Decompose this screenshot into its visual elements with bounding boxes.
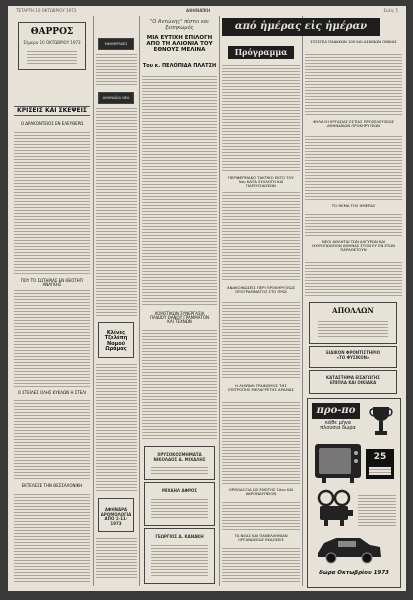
page-number: Σελίς 5	[383, 8, 398, 13]
program-text	[222, 63, 300, 171]
paper-name: ΑΘΗΝΑΪΚΗ	[186, 8, 211, 13]
tharros-box	[18, 22, 86, 70]
column-3	[142, 16, 217, 585]
article-heading: Ο ΣΤΕΙΛΕΣ ΟΛΗΣ ΚΥΚΛΩΝ Η ΣΤΕΛΙ	[17, 390, 87, 395]
article-text	[14, 288, 90, 388]
article-heading: ΟΡΘΟΔΟΞΙΑ ΩΣ ΕΝΟΤΗΣ 10ου ΚΑΙ ΑΚΡΟΝΑΥΠΕΙΟΝ	[228, 487, 294, 496]
article-heading: ΑΝΑΚΟΙΝΩΣΕΙΣ ΠΕΡΙ ΠΡΟΚΗΡΥΞΕΩΣ ΠΡΟΓΡΑΜΜΑΤΟΣ ΣΤΟ ΠΡΩΪ	[227, 285, 295, 294]
article-heading: ΦΥΛΑΞΗ ΕΡΓΑΣΙΑΣ ΕΣΤΙΑΣ ΠΡΟΣΕΛΕΥΣΕΩΣ ΑΘΗΝΑΪΚΩΝ ΠΡΟΚΗΡΥΞΕΩΝ	[313, 119, 394, 128]
listing-text	[96, 536, 137, 580]
prize-count: 25	[373, 452, 387, 462]
column-1	[14, 16, 90, 585]
epipla-ad: ΚΑΤΑΣΤΗΜΑ ΕΙΣΑΓΩΓΗΣ ΕΠΙΠΛΑ ΚΑΙ ΟΙΚΙΑΚΑ	[309, 370, 397, 394]
apollon-ad	[309, 302, 397, 344]
running-header	[16, 8, 398, 14]
date-line: ΤΕΤΑΡΤΗ 10 ΟΚΤΩΒΡΙΟΥ 1973	[16, 8, 77, 13]
column-rule	[219, 16, 220, 586]
article-heading: ΝΕΟΙ ΑΘΛΗΤΑΙ ΤΩΝ ΑΛΓΥΡΩΝ ΚΑΙ ΙΧΘΥΟΠΩΛΕΙΟΝ ΑΘΗΝΑΣ ΣΤΟΝ ΕΥ ΕΝ ΕΤΩΝ ΠΑΡΑΘΕΤΟΥΝ	[312, 239, 395, 252]
article-heading: ΠΕΡΙΦΕΡΕΙΑΚΟ ΤΑΚΤΙΚΟ ΕΚΤΟ ΤΟΥ 5ου ΚΑΤΑ ΣΥΛΛΟΓΗ ΚΑΙ ΠΑΡΟΥΣΙΑΣΕΩΝ	[228, 175, 294, 188]
article-heading: ΣΥΣΣΙΤΙΑ ΠΑΙΔΙΚΩΝ 100 ΚΑΙ ΑΣΚΙΝΩΝ ΟΝΙΚΑΣ	[310, 39, 397, 44]
propo-subtitle: κάθε μήνα πλούσια δώρα	[320, 420, 356, 432]
main-headline: ΜΙΑ ΕΥΤΙΧΗ ΕΠΙΛΟΓΗ ΑΠΟ ΤΗ ΑΛΙΟΝΙΑ ΤΟΥ ΕΘΝΟΥΣ ΜΕΛΙΝΑ	[146, 35, 213, 53]
article-text	[142, 328, 217, 440]
propo-title: προ-πο	[312, 403, 360, 419]
byline: Του κ. ΠΕΛΟΠΙΔΑ ΠΛΑΤΣΗ	[142, 63, 217, 69]
column-2	[96, 16, 137, 585]
article-text	[222, 500, 300, 530]
newspaper-page	[8, 6, 406, 591]
column-rule	[139, 16, 140, 586]
television-icon	[314, 443, 362, 483]
article-heading: ΤΑ ΝΕΑΣ ΚΑΙ ΠΑΝΕΛΛΗΝΙΑΝ ΟΡΓΑΝΩΣΕΩΣ ΕΚΔΟΣΕΙΣ	[234, 533, 288, 542]
apollon-title: ΑΠΟΛΛΩΝ	[332, 306, 374, 315]
prize-text	[358, 493, 396, 527]
article-text	[305, 52, 402, 116]
listing-text	[96, 362, 137, 492]
article-text	[142, 74, 217, 306]
afros-ad: ΜΙΧΑΗΛ ΑΦΡΟΣ	[144, 482, 215, 526]
propo-footer: δώρα Οκτωβρίου 1973	[319, 570, 389, 576]
article-heading: ΤΟ ΘΕΜΑ ΤΗΣ ΗΜΕΡΑΣ	[331, 203, 376, 208]
box-heading: ΕΦΗΜΕΡΙΔΕΣ	[98, 38, 134, 50]
car-icon	[314, 533, 384, 565]
article-text	[222, 546, 300, 582]
column-rule	[302, 16, 303, 586]
column-rule	[93, 16, 94, 586]
trophy-icon	[370, 405, 392, 439]
article-text	[222, 300, 300, 380]
prize-badge	[366, 449, 394, 479]
article-text	[222, 190, 300, 282]
dromologia-box: ΑΦΗΝΑΡΑ ΔΡΟΜΟΛΟΓΙΑ ΑΠΟ 1-11-1973	[98, 498, 134, 532]
section-heading: ΚΡΙΣΕΙΣ ΚΑΙ ΣΚΕΨΕΙΣ	[14, 106, 90, 116]
article-text	[222, 400, 300, 484]
tharros-text	[27, 49, 77, 65]
listing-text	[96, 52, 137, 86]
article-heading: ΠΟΥ ΤΟ ΣΩΤΗΡΙΑΣ ΕΝ ΘΕΟΤΗΤΙ ΑΝΑΓΚΗΣ	[20, 278, 84, 288]
programma-banner: Πρόγραμμα	[228, 46, 294, 59]
projector-icon	[314, 489, 354, 529]
propo-ad	[307, 398, 401, 588]
article-text	[305, 260, 402, 298]
jewel-ad: ΧΡΥΣΟΚΟΣΜΗΜΑΤΑ ΝΙΚΟΛΑΟΣ Α. ΜΙΧΑΛΗΣ	[144, 446, 215, 480]
box-heading: ΑΘΗΝΑΪΚΑ ΝΕΑ	[98, 92, 134, 104]
day-to-day-banner: από ἡμέρας εἰς ἡμέραν	[222, 18, 380, 36]
article-text	[305, 134, 402, 200]
tharros-title: ΘΑΡΡΟΣ	[30, 27, 74, 37]
klines-ad: Κλίνες Τζελέπη Νομού Ωράμας	[98, 322, 134, 358]
article-heading: Ο ΔΡΑΚΟΝΤΕΙΟΣ ΕΝ ΕΛΕΥΘΕΡΩ	[20, 121, 84, 126]
head-quote: "Ο Αντώνης" πίστει και ξεσηκωμός	[150, 19, 209, 31]
frontistirio-ad: ΕΙΔΙΚΟΝ ΦΡΟΝΤΙΣΤΗΡΙΟ «ΤΟ ΦΥΣΙΚΟΝ»	[309, 346, 397, 368]
article-text	[305, 212, 402, 236]
article-text	[14, 130, 90, 276]
article-text	[14, 398, 90, 480]
article-text	[14, 492, 90, 582]
listing-text	[96, 106, 137, 316]
article-heading: Η ΛΗΨΙΝΗ ΓΡΑΦΙΣΜΟΣ ΤΗΣ ΕΠΙΤΡΟΠΗΣ ΜΕΛΑΓΡΕΤΗΣ ΑΡΑΜΑΣ	[228, 383, 294, 392]
kanaki-ad: ΓΕΩΡΓΙΟΣ Δ. ΚΑΝΑΚΗ	[144, 528, 215, 584]
tharros-sub: Σήμερα 10 ΟΚΤΩΒΡΙΟΥ 1973	[23, 40, 81, 45]
article-heading: ΕΚΤΕΛΕΣΕ ΤΗΝ ΘΕΣΣΑΛΟΝΙΚΗ	[21, 483, 83, 488]
column-5	[305, 16, 402, 585]
article-heading: ΧΟΡΙΣΤΙΚΩΝ ΣΥΝΕΡΓΑΣΙΑ ΠΑΙΔΙΟΥ ΘΑΝΟΥ ΓΡΑΜΜΑΤΟΝ ΚΑΙ ΤΕΧΝΩΝ	[149, 311, 210, 325]
